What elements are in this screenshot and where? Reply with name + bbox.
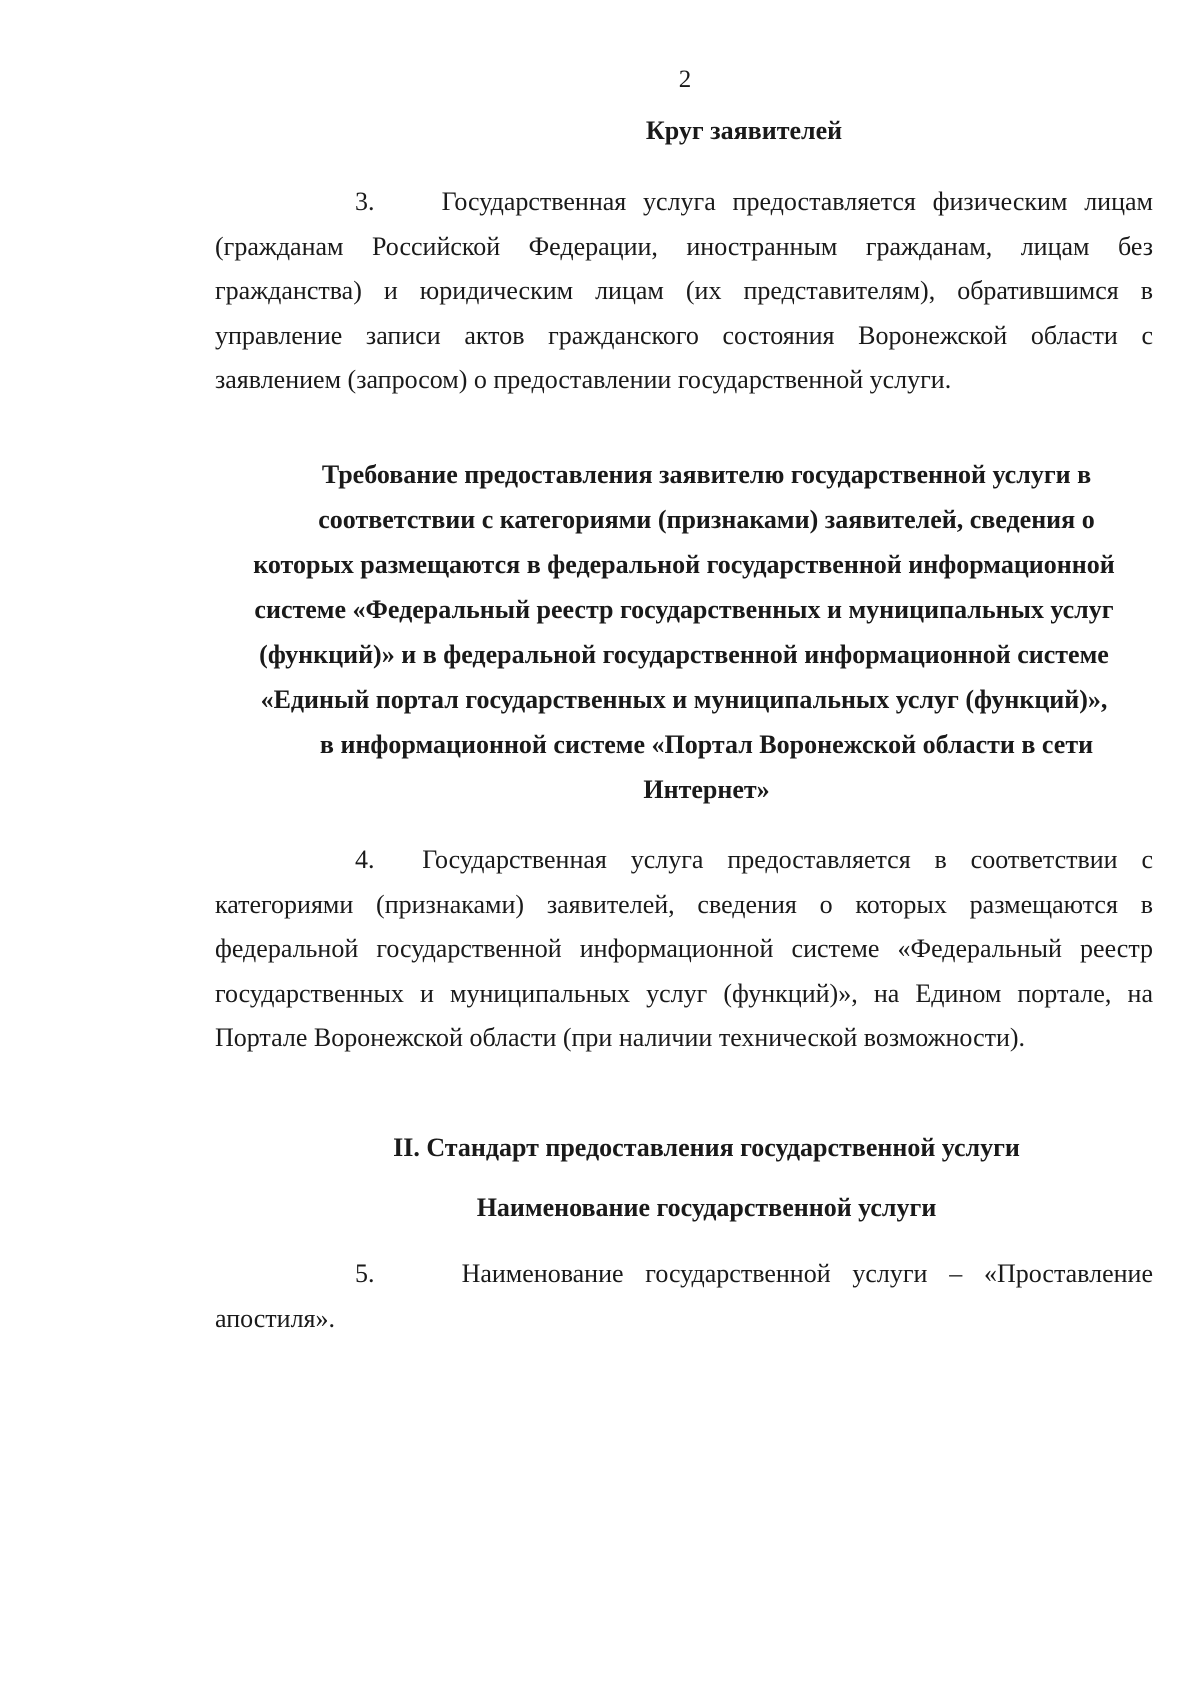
heading-line: (функций)» и в федеральной государственной информационной системе [259, 640, 1109, 669]
heading-line: которых размещаются в федеральной государственной информационной [253, 550, 1115, 579]
paragraph-3 [215, 180, 1153, 403]
heading-line: системе «Федеральный реестр государственных и муниципальных услуг [254, 595, 1114, 624]
applicants-heading: Круг заявителей [645, 116, 843, 145]
paragraph-text: Наименование государственной услуги – «Проставление апостиля». [215, 1259, 1153, 1333]
heading-line: Интернет» [643, 775, 770, 804]
paragraph-number: 4. [355, 845, 375, 874]
standard-heading: II. Стандарт предоставления государственной услуги [393, 1133, 1020, 1162]
paragraph-text: Государственная услуга предоставляется в соответствии с категориями (признаками) заявителей, сведения о которых размещаются в федеральной государственной информационной системе «Федеральный реестр государственных и муниципальных услуг (функций)», на Едином портале, на Портале Воронежской области (при наличии технической возможности). [215, 845, 1153, 1052]
heading-line: «Единый портал государственных и муниципальных услуг (функций)», [260, 685, 1108, 714]
heading-line: в информационной системе «Портал Воронежской области в сети [319, 730, 1094, 759]
paragraph-text: Государственная услуга предоставляется физическим лицам (гражданам Российской Федерации, иностранным гражданам, лицам без гражданства) и юридическим лицам (их представителям), обратившимся в управление записи актов гражданского состояния Воронежской области с заявлением (запросом) о предоставлении государственной услуги. [215, 187, 1153, 394]
requirement-heading [215, 452, 1153, 812]
paragraph-4 [215, 838, 1153, 1061]
service-name-heading: Наименование государственной услуги [476, 1193, 937, 1222]
paragraph-number: 5. [355, 1259, 375, 1288]
heading-line: Требование предоставления заявителю государственной услуги в [321, 460, 1092, 489]
paragraph-5 [215, 1252, 1153, 1341]
page-number: 2 [678, 66, 692, 93]
paragraph-number: 3. [355, 187, 375, 216]
heading-line: соответствии с категориями (признаками) заявителей, сведения о [318, 505, 1095, 534]
